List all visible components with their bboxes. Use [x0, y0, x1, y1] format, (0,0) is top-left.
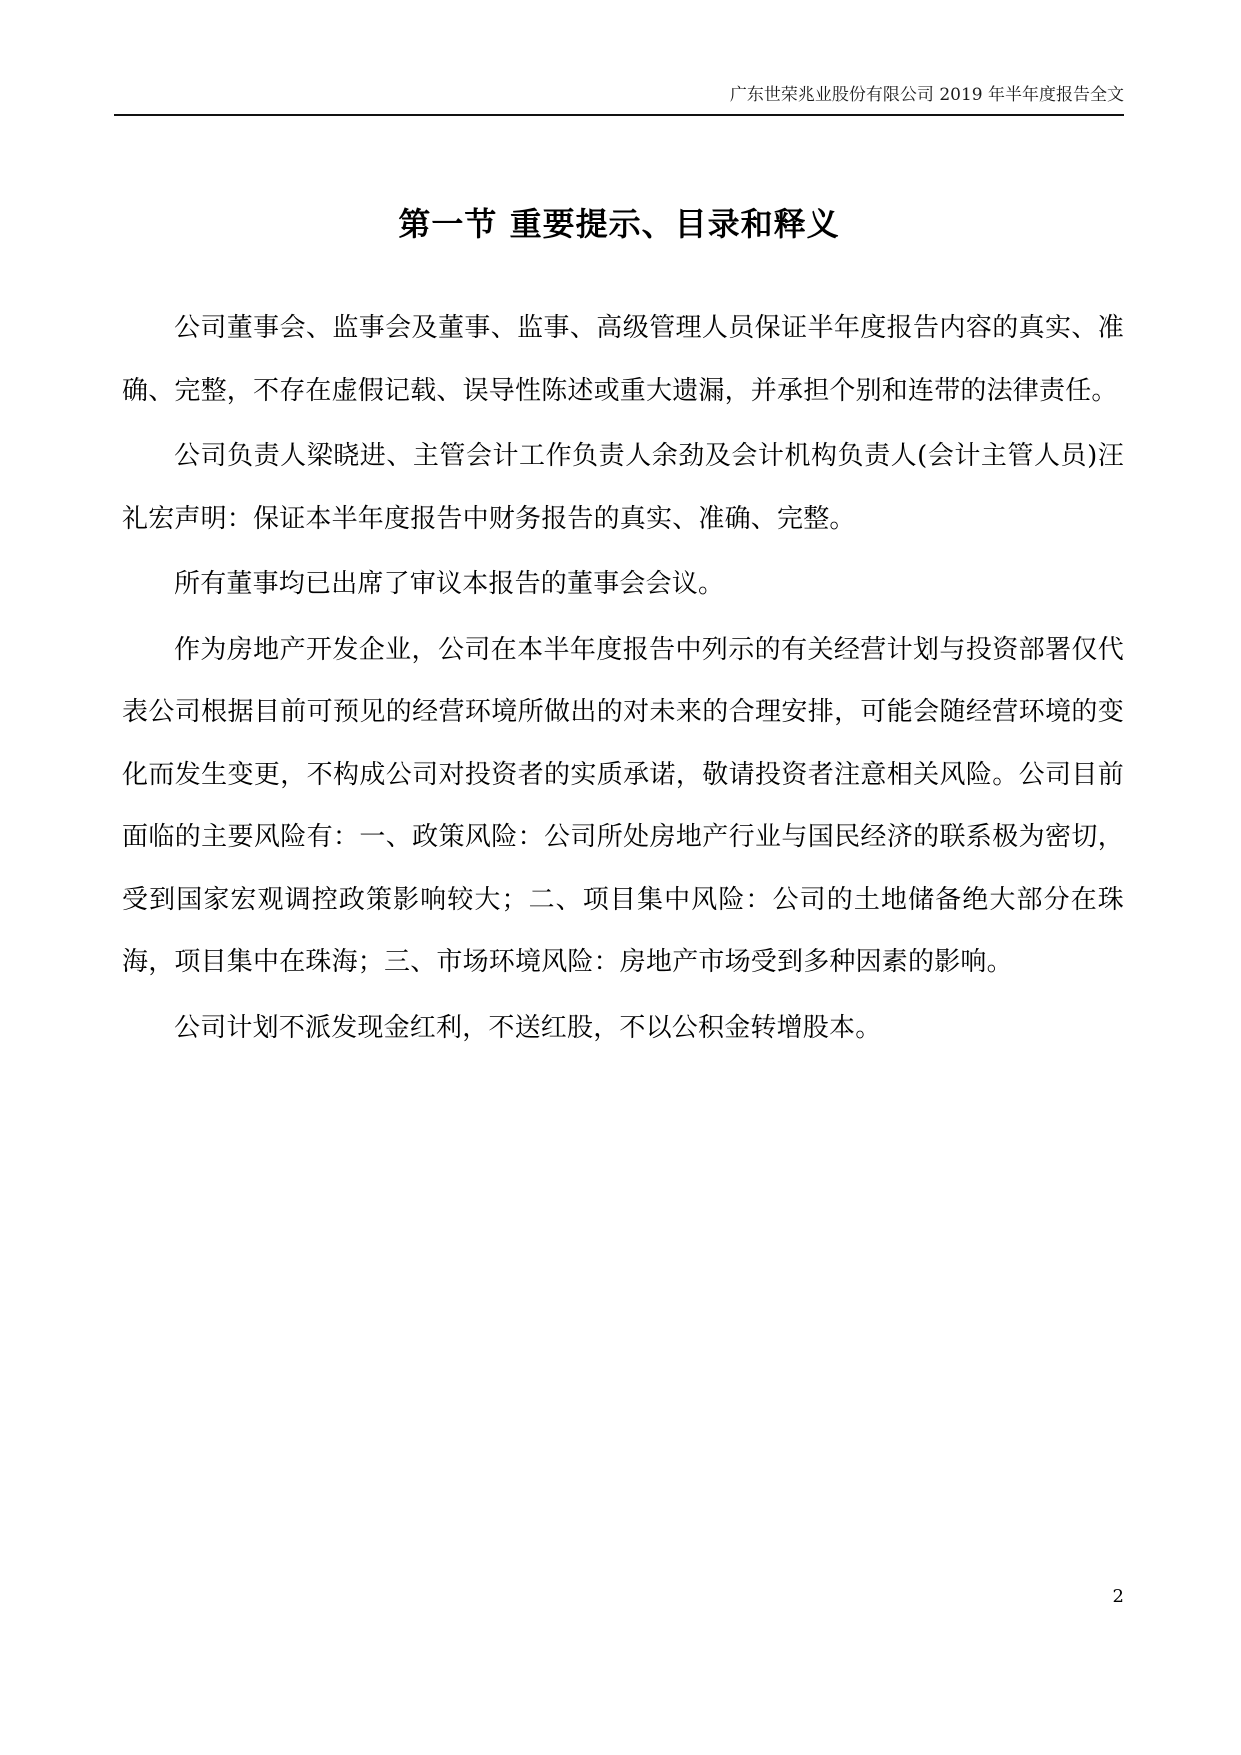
- page-number: 2: [1112, 1586, 1124, 1607]
- paragraph-directors-attendance: 所有董事均已出席了审议本报告的董事会会议。: [174, 569, 725, 599]
- paragraph-risk-notice: 作为房地产开发企业，公司在本半年度报告中列示的有关经营计划与投资部署仅代表公司根据目前可预见的经营环境所做出的对未来的合理安排，可能会随经营环境的变化而发生变更，不构成公司对投资者的实质承诺，敬请投资者注意相关风险。公司目前面临的主要风险有：一、政策风险：公司所处房地产行业与国民经济的联系极为密切，受到国家宏观调控政策影响较大；二、项目集中风险：公司的土地储备绝大部分在珠海，项目集中在珠海；三、市场环境风险：房地产市场受到多种因素的影响。: [122, 634, 1124, 977]
- section-title: 第一节 重要提示、目录和释义: [398, 205, 840, 243]
- header-divider: [114, 114, 1124, 116]
- running-header: 广东世荣兆业股份有限公司 2019 年半年度报告全文: [729, 85, 1124, 105]
- body-text: [122, 297, 1124, 1062]
- paragraph-board-guarantee: 公司董事会、监事会及董事、监事、高级管理人员保证半年度报告内容的真实、准确、完整，不存在虚假记载、误导性陈述或重大遗漏，并承担个别和连带的法律责任。: [122, 313, 1124, 406]
- paragraph-dividend-plan: 公司计划不派发现金红利，不送红股，不以公积金转增股本。: [174, 1012, 882, 1043]
- paragraph-responsible-persons: 公司负责人梁晓进、主管会计工作负责人余劲及会计机构负责人(会计主管人员)汪礼宏声明：保证本半年度报告中财务报告的真实、准确、完整。: [122, 441, 1124, 534]
